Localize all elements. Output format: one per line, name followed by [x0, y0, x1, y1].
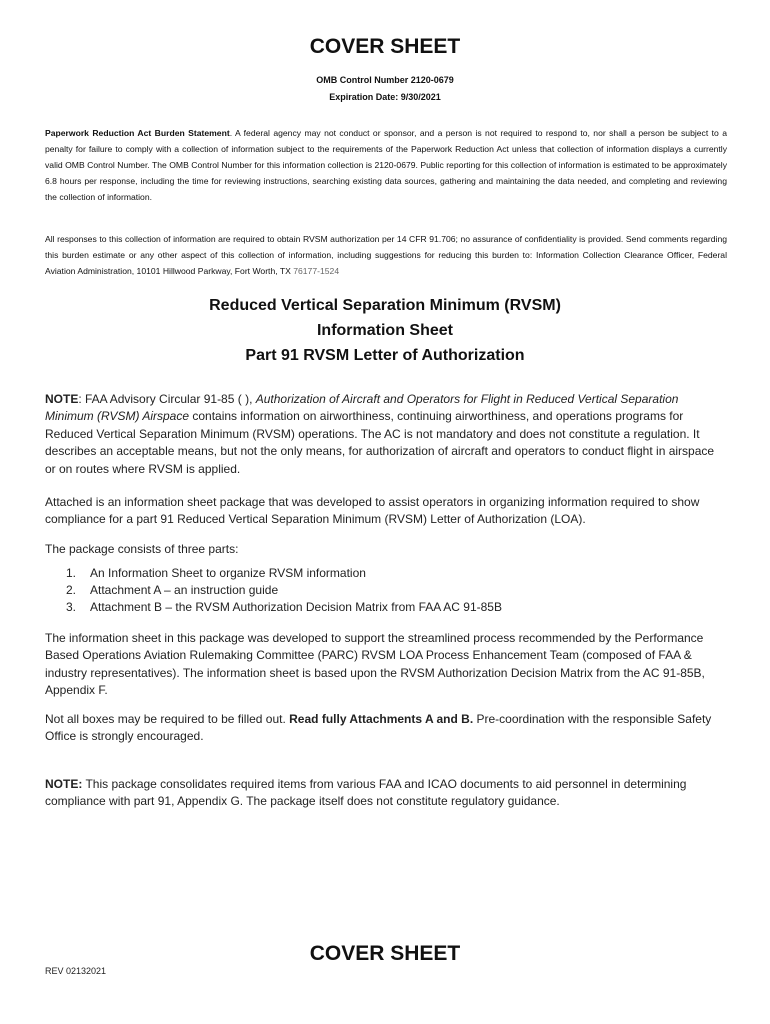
heading-line-1: Reduced Vertical Separation Minimum (RVSM) — [209, 297, 561, 314]
boxes-bold: Read fully Attachments A and B. — [289, 712, 474, 726]
paperwork-label: Paperwork Reduction Act Burden Statement — [45, 128, 230, 138]
expiration-date: Expiration Date: 9/30/2021 — [329, 92, 441, 102]
list-item: 1. An Information Sheet to organize RVSM information — [66, 566, 366, 580]
note2-text: This package consolidates required items from various FAA and ICAO documents to aid personnel in determining compliance with part 91, Appendix G. The package itself does not constitute regulatory guidance. — [45, 777, 687, 809]
boxes-pre: Not all boxes may be required to be filled out. — [45, 712, 290, 726]
note2-paragraph — [45, 776, 727, 811]
note-label: NOTE — [45, 392, 79, 406]
zip-code: 76177-1524 — [293, 266, 340, 276]
page-title: COVER SHEET — [309, 35, 461, 58]
attached-paragraph: Attached is an information sheet package that was developed to assist operators in organizing information required to show compliance for a part 91 Reduced Vertical Separation Minimum (RVSM) Letter of Authorization (LOA). — [45, 495, 700, 527]
parts-list — [66, 565, 502, 616]
footer-title: COVER SHEET — [309, 942, 461, 965]
note-pre: : FAA Advisory Circular 91-85 ( ), — [78, 392, 256, 406]
paperwork-statement — [45, 125, 727, 205]
list-item: 3. Attachment B – the RVSM Authorization Decision Matrix from FAA AC 91-85B — [66, 600, 502, 614]
package-intro: The package consists of three parts: — [45, 542, 239, 556]
paperwork-text: . A federal agency may not conduct or sponsor, and a person is not required to respond to, nor shall a person be subject to a penalty for failure to comply with a collection of information subject to the requirements of the Paperwork Reduction Act unless that collection of information displays a currently valid OMB Control Number. The OMB Control Number for this information collection is 2120-0679. Public reporting for this collection of information is estimated to be approximately 6.8 hours per response, including the time for reviewing instructions, searching existing data sources, gathering and maintaining the data needed, and completing and reviewing the collection of information. — [45, 128, 727, 202]
heading-line-2: Information Sheet — [316, 322, 453, 339]
omb-info — [0, 72, 770, 106]
note-post: contains information on airworthiness, continuing airworthiness, and operations programs for Reduced Vertical Separation Minimum (RVSM) operations. The AC is not mandatory and does not constitute a regulation. It describes an acceptable means, but not the only means, for authorization of aircraft and operators to conduct flight in airspace or on routes where RVSM is applied. — [45, 409, 715, 476]
responses-statement — [45, 231, 727, 279]
info-sheet-paragraph: The information sheet in this package was developed to support the streamlined process recommended by the Performance Based Operations Aviation Rulemaking Committee (PARC) RVSM LOA Process Enhancement Team (composed of FAA & industry representatives). The information sheet is based upon the RVSM Authorization Decision Matrix from the AC 91-85B, Appendix F. — [45, 631, 705, 698]
responses-text: All responses to this collection of information are required to obtain RVSM authorization per 14 CFR 91.706; no assurance of confidentiality is provided. Send comments regarding this burden estimate or any other aspect of this collection of information, including suggestions for reducing this burden to: Information Collection Clearance Officer, Federal Aviation Administration, 10101 Hillwood Parkway, Fort Worth, TX — [45, 234, 727, 276]
boxes-paragraph — [45, 711, 727, 746]
section-heading — [0, 293, 770, 368]
note2-label: NOTE: — [45, 777, 83, 791]
omb-control-number: OMB Control Number 2120-0679 — [316, 75, 454, 85]
heading-line-3: Part 91 RVSM Letter of Authorization — [245, 347, 525, 364]
note-paragraph — [45, 391, 727, 478]
list-item: 2. Attachment A – an instruction guide — [66, 583, 279, 597]
boxes-post: Pre-coordination with the responsible Safety Office is strongly encouraged. — [45, 712, 712, 744]
revision-label: REV 02132021 — [45, 966, 107, 976]
note-ac-title: Authorization of Aircraft and Operators for Flight in Reduced Vertical Separation Minimum (RVSM) Airspace — [45, 392, 679, 424]
